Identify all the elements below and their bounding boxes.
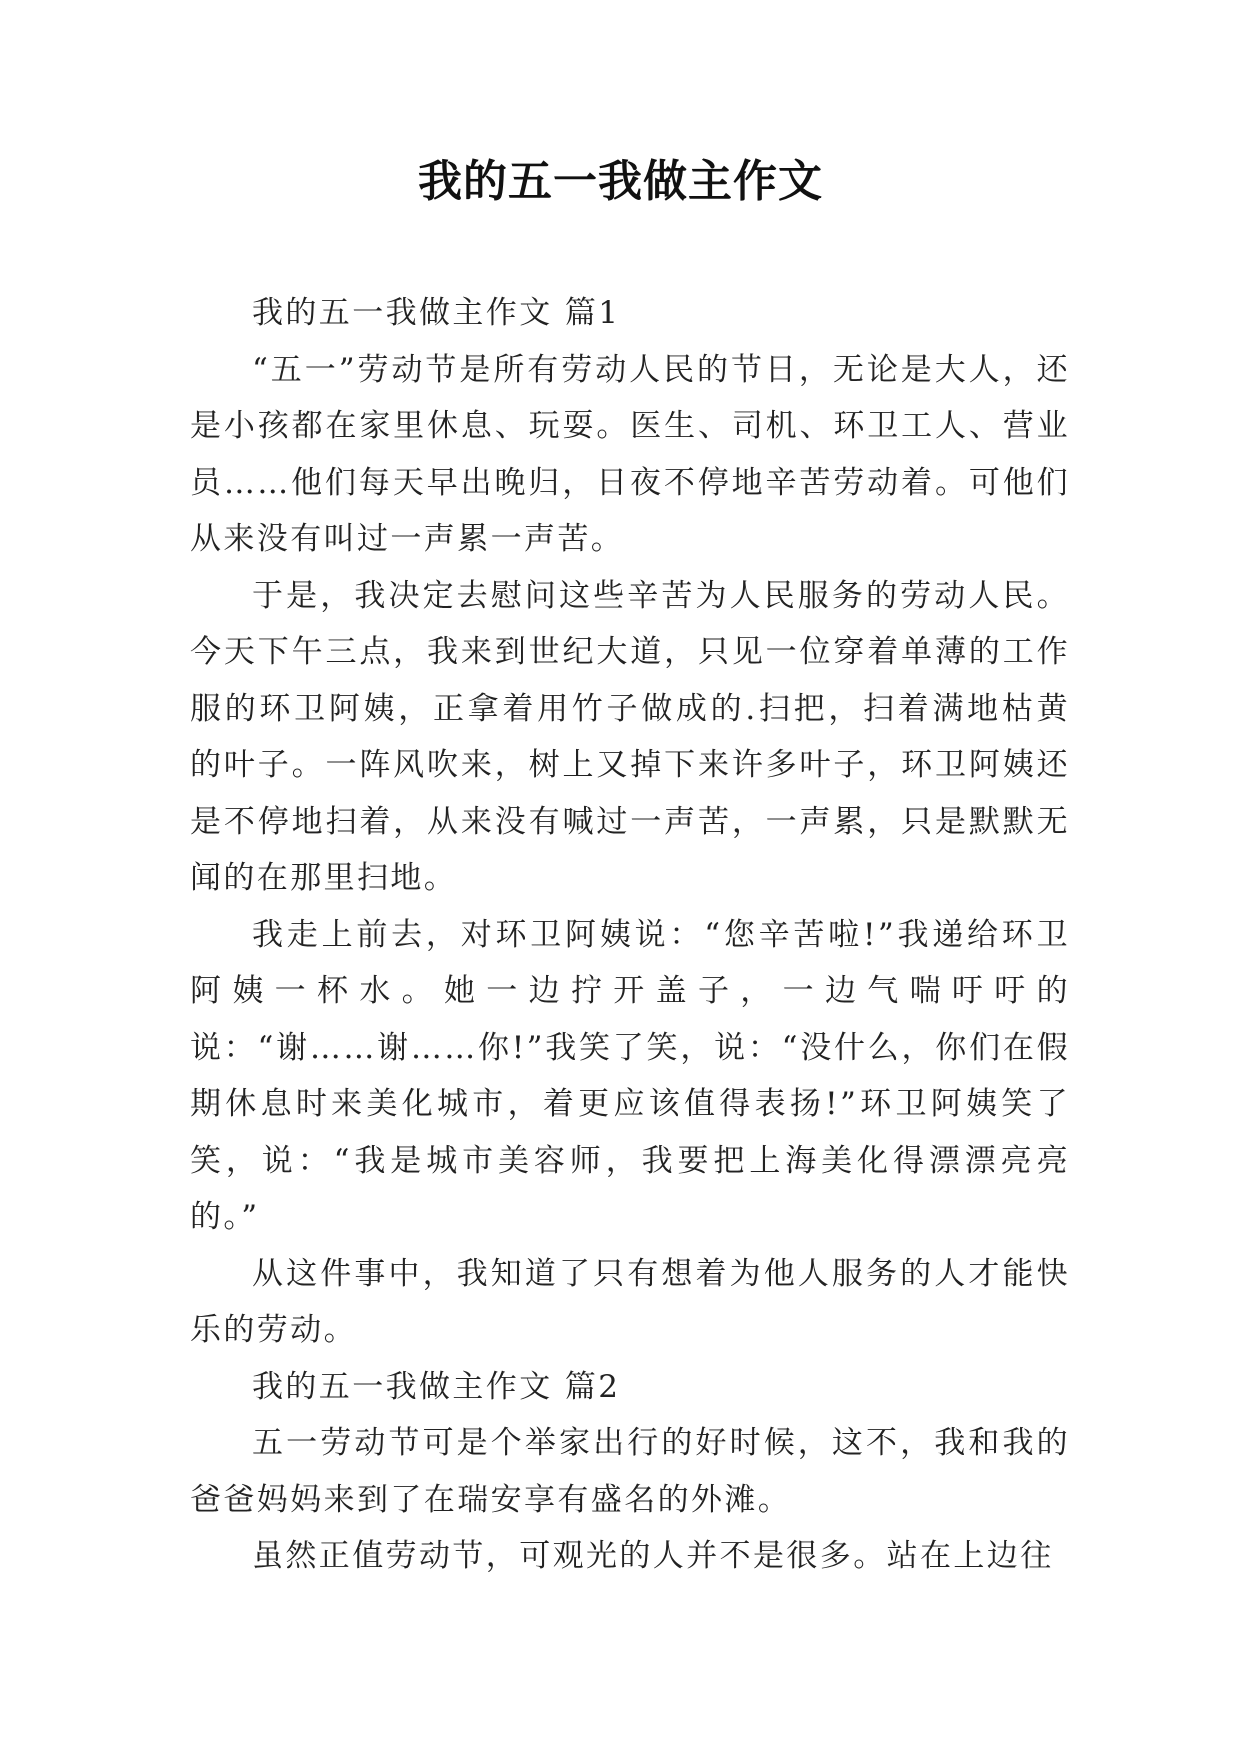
paragraph: 于是，我决定去慰问这些辛苦为人民服务的劳动人民。今天下午三点，我来到世纪大道，只见一位穿着单薄的工作服的环卫阿姨，正拿着用竹子做成的.扫把，扫着满地枯黄的叶子。一阵风吹来，树上又掉下来许多叶子，环卫阿姨还是不停地扫着，从来没有喊过一声苦，一声累，只是默默无闻的在那里扫地。	[190, 577, 1070, 896]
section-heading: 我的五一我做主作文 篇1	[252, 295, 621, 331]
paragraph: 我走上前去，对环卫阿姨说：“您辛苦啦!”我递给环卫阿姨一杯水。她一边拧开盖子，一边气喘吁吁的说：“谢……谢……你!”我笑了笑，说：“没什么，你们在假期休息时来美化城市，着更应该值得表扬!”环卫阿姨笑了笑，说：“我是城市美容师，我要把上海美化得漂漂亮亮的。”	[190, 916, 1070, 1235]
paragraph: 从这件事中，我知道了只有想着为他人服务的人才能快乐的劳动。	[190, 1255, 1070, 1348]
paragraph: 虽然正值劳动节，可观光的人并不是很多。站在上边往	[252, 1538, 1054, 1574]
paragraph: “五一”劳动节是所有劳动人民的节日，无论是大人，还是小孩都在家里休息、玩耍。医生、司机、环卫工人、营业员……他们每天早出晚归，日夜不停地辛苦劳动着。可他们从来没有叫过一声累一声苦。	[190, 351, 1070, 557]
section-heading: 我的五一我做主作文 篇2	[252, 1368, 621, 1405]
document-body	[190, 285, 1070, 1585]
document-title: 我的五一我做主作文	[418, 156, 823, 207]
paragraph: 五一劳动节可是个举家出行的好时候，这不，我和我的爸爸妈妈来到了在瑞安享有盛名的外滩。	[190, 1425, 1070, 1518]
